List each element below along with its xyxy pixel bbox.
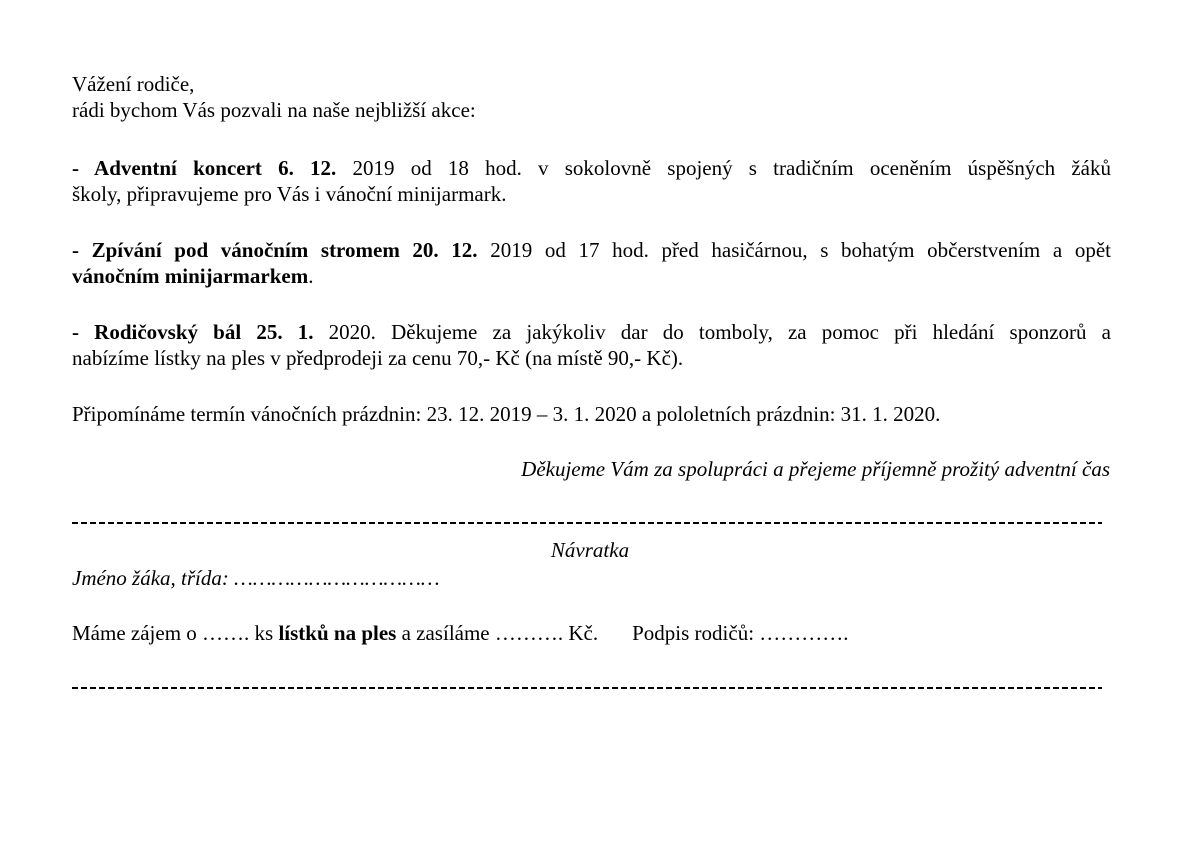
student-name-label: Jméno žáka, třída: bbox=[72, 566, 235, 590]
holidays-note: Připomínáme termín vánočních prázdnin: 23. 12. 2019 – 3. 1. 2020 a pololetních prázdnin: 31. 1. 2020. bbox=[72, 402, 941, 426]
event-2-highlight: vánočním minijarmarkem bbox=[72, 264, 309, 288]
order-item: lístků na ples bbox=[278, 621, 397, 645]
event-3-line-1 bbox=[72, 319, 1111, 345]
order-row bbox=[72, 620, 849, 646]
order-prefix: Máme zájem o ……. ks bbox=[72, 621, 279, 645]
event-2-text: 2019 od 17 hod. před hasičárnou, s bohatým občerstvením a opět bbox=[477, 238, 1111, 262]
event-3-text: 2020. Děkujeme za jakýkoliv dar do tomboly, za pomoc při hledání sponzorů a bbox=[313, 320, 1112, 344]
return-slip-title: Návratka bbox=[550, 538, 630, 562]
event-2-tail: . bbox=[308, 264, 314, 288]
thanks-note: Děkujeme Vám za spolupráci a přejeme příjemně prožitý adventní čas bbox=[521, 457, 1110, 481]
greeting: Vážení rodiče, bbox=[72, 72, 195, 96]
event-2-line-1 bbox=[72, 237, 1111, 263]
event-2-line-2 bbox=[72, 263, 313, 289]
event-1-line-1 bbox=[72, 155, 1111, 181]
event-3-line-2: nabízíme lístky na ples v předprodeji za cenu 70,- Kč (na místě 90,- Kč). bbox=[72, 346, 684, 370]
student-name-row bbox=[72, 565, 440, 591]
event-1-line-2: školy, připravujeme pro Vás i vánoční minijarmark. bbox=[72, 182, 507, 206]
student-name-field: …………………………… bbox=[234, 566, 440, 590]
parent-signature: Podpis rodičů: …………. bbox=[632, 621, 849, 645]
event-3-lead: - Rodičovský bál 25. 1. bbox=[72, 320, 314, 344]
event-1-lead: - Adventní koncert 6. 12. bbox=[72, 156, 337, 180]
event-2-lead: - Zpívání pod vánočním stromem 20. 12. bbox=[72, 238, 478, 262]
event-1-text: 2019 od 18 hod. v sokolovně spojený s tradičním oceněním úspěšných žáků bbox=[336, 156, 1111, 180]
cut-line-top bbox=[72, 522, 1102, 524]
intro: rádi bychom Vás pozvali na naše nejbližší akce: bbox=[72, 98, 476, 122]
cut-line-bottom bbox=[72, 687, 1102, 689]
order-suffix: a zasíláme ………. Kč. bbox=[396, 621, 599, 645]
